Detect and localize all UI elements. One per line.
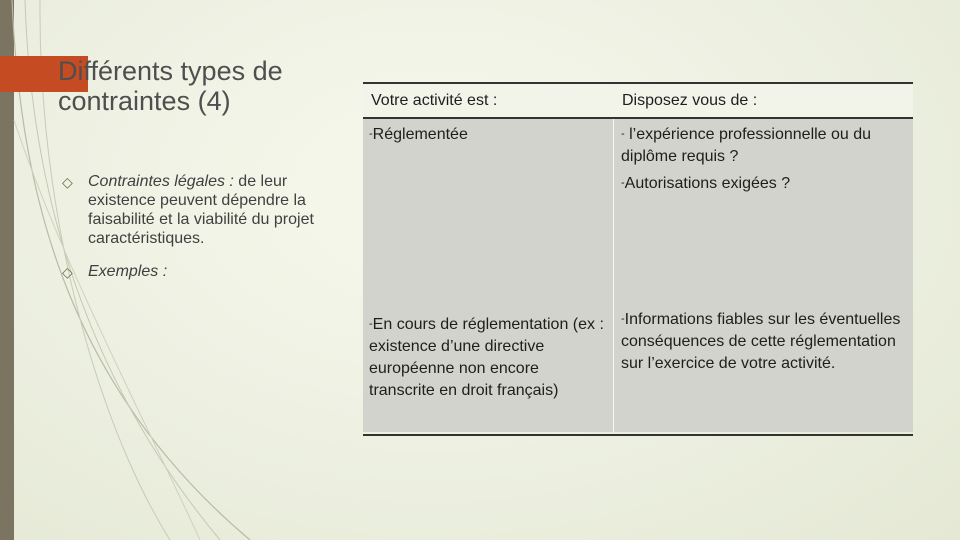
constraints-table <box>363 82 913 436</box>
table-cell <box>621 123 907 195</box>
bullet-list <box>62 172 342 295</box>
slide-title: Différents types de contraintes (4) <box>58 56 283 116</box>
cell-line: - l’expérience professionnelle ou du diplôme requis ? <box>621 126 872 165</box>
cell-line: -Autorisations exigées ? <box>621 175 791 192</box>
header-dispose: Disposez vous de : <box>622 92 758 109</box>
bullet-text: de leur existence peuvent dépendre la faisabilité et la viabilité du projet caractéristiques. <box>88 173 314 247</box>
bullet-item <box>62 172 342 248</box>
bullet-lead: Contraintes légales : <box>88 173 234 190</box>
header-activity: Votre activité est : <box>371 92 498 109</box>
table-cell: -Réglementée <box>369 126 468 143</box>
diamond-bullet-icon: ◇ <box>62 174 73 190</box>
table-body <box>363 119 913 432</box>
diamond-bullet-icon: ◇ <box>62 264 73 280</box>
table-cell: -En cours de réglementation (ex : existence d’une directive européenne non encore transcrite en droit français) <box>369 316 604 399</box>
bullet-item <box>62 262 342 281</box>
column-divider <box>613 119 614 432</box>
table-cell: -Informations fiables sur les éventuelles conséquences de cette réglementation sur l’exercice de votre activité. <box>621 311 901 372</box>
bullet-lead: Exemples : <box>88 263 168 280</box>
table-header <box>363 84 913 119</box>
